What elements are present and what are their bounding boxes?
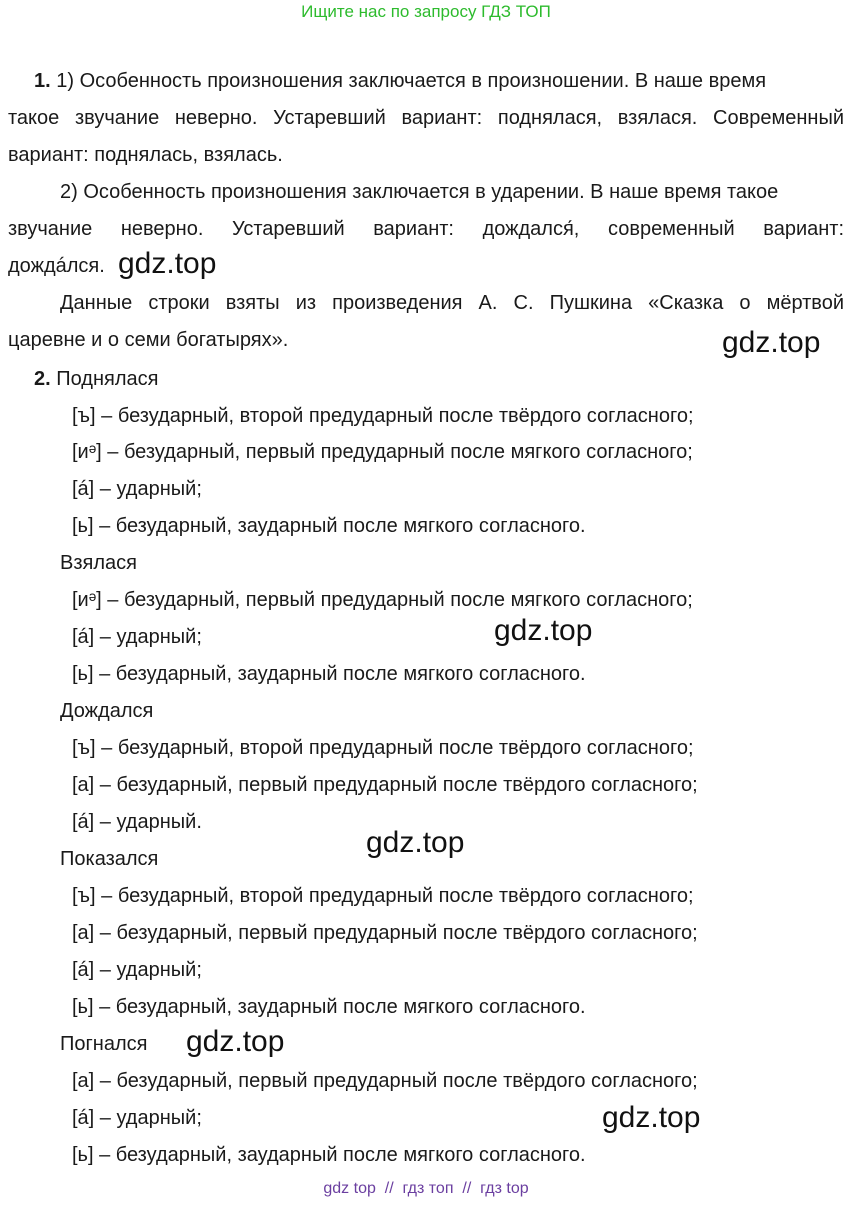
answer-1-text: 1) Особенность произношения заключается в произношении. В наше время — [56, 70, 767, 92]
answer-1-line-1 — [8, 63, 844, 100]
watermark: gdz.top — [602, 1101, 701, 1134]
answer-1-p2-line-2: звучание неверно. Устаревший вариант: дождался́, современный вариант: — [8, 218, 844, 240]
word-2-line-1: [иᵊ] – безударный, первый предударный после мягкого согласного; — [72, 589, 693, 611]
footer-links: gdz top // гдз топ // гдз top — [323, 1180, 529, 1197]
word-3-line-2: [а] – безударный, первый предударный после твёрдого согласного; — [72, 774, 698, 796]
word-3-line-1: [ъ] – безударный, второй предударный после твёрдого согласного; — [72, 737, 694, 759]
answer-1-p2-line-3: дождáлся. — [8, 255, 105, 277]
word-3-line-3: [á] – ударный. — [72, 811, 202, 833]
watermark: gdz.top — [366, 826, 465, 859]
watermark: gdz.top — [186, 1025, 285, 1058]
answer-1-line-3: вариант: поднялась, взялась. — [8, 144, 283, 166]
word-4-line-3: [á] – ударный; — [72, 959, 202, 981]
word-3-title: Дождался — [60, 700, 154, 722]
word-5-line-2: [á] – ударный; — [72, 1107, 202, 1129]
word-4-line-2: [а] – безударный, первый предударный после твёрдого согласного; — [72, 922, 698, 944]
answer-1-p2-line-1: 2) Особенность произношения заключается в ударении. В наше время такое — [60, 181, 779, 203]
answer-1-p3-line-2: царевне и о семи богатырях». — [8, 329, 289, 351]
word-4-line-4: [ь] – безударный, заударный после мягкого согласного. — [72, 996, 586, 1018]
word-5-line-1: [а] – безударный, первый предударный после твёрдого согласного; — [72, 1070, 698, 1092]
word-1-line-3: [á] – ударный; — [72, 478, 202, 500]
word-1-line-4: [ь] – безударный, заударный после мягкого согласного. — [72, 515, 586, 537]
word-2-line-3: [ь] – безударный, заударный после мягкого согласного. — [72, 663, 586, 685]
answer-1-p3-line-1: Данные строки взяты из произведения А. С. Пушкина «Сказка о мёртвой — [60, 292, 844, 314]
answer-1-number: 1. — [34, 70, 51, 92]
watermark: gdz.top — [722, 326, 821, 359]
word-1-line-2: [иᵊ] – безударный, первый предударный после мягкого согласного; — [72, 441, 693, 463]
answer-2-number: 2. — [34, 368, 51, 390]
word-5-line-3: [ь] – безударный, заударный после мягкого согласного. — [72, 1144, 586, 1166]
word-2-title: Взялася — [60, 552, 137, 574]
word-2-line-2: [á] – ударный; — [72, 626, 202, 648]
search-banner: Ищите нас по запросу ГДЗ ТОП — [301, 2, 551, 21]
answer-2-heading — [34, 368, 158, 391]
word-5-title: Погнался — [60, 1033, 148, 1055]
word-1-line-1: [ъ] – безударный, второй предударный после твёрдого согласного; — [72, 405, 694, 427]
answer-1-line-2: такое звучание неверно. Устаревший вариант: поднялася, взялася. Современный — [8, 107, 844, 129]
word-4-line-1: [ъ] – безударный, второй предударный после твёрдого согласного; — [72, 885, 694, 907]
word-1-title: Поднялася — [56, 368, 159, 390]
watermark: gdz.top — [118, 247, 217, 280]
word-4-title: Показался — [60, 848, 159, 870]
watermark: gdz.top — [494, 614, 593, 647]
